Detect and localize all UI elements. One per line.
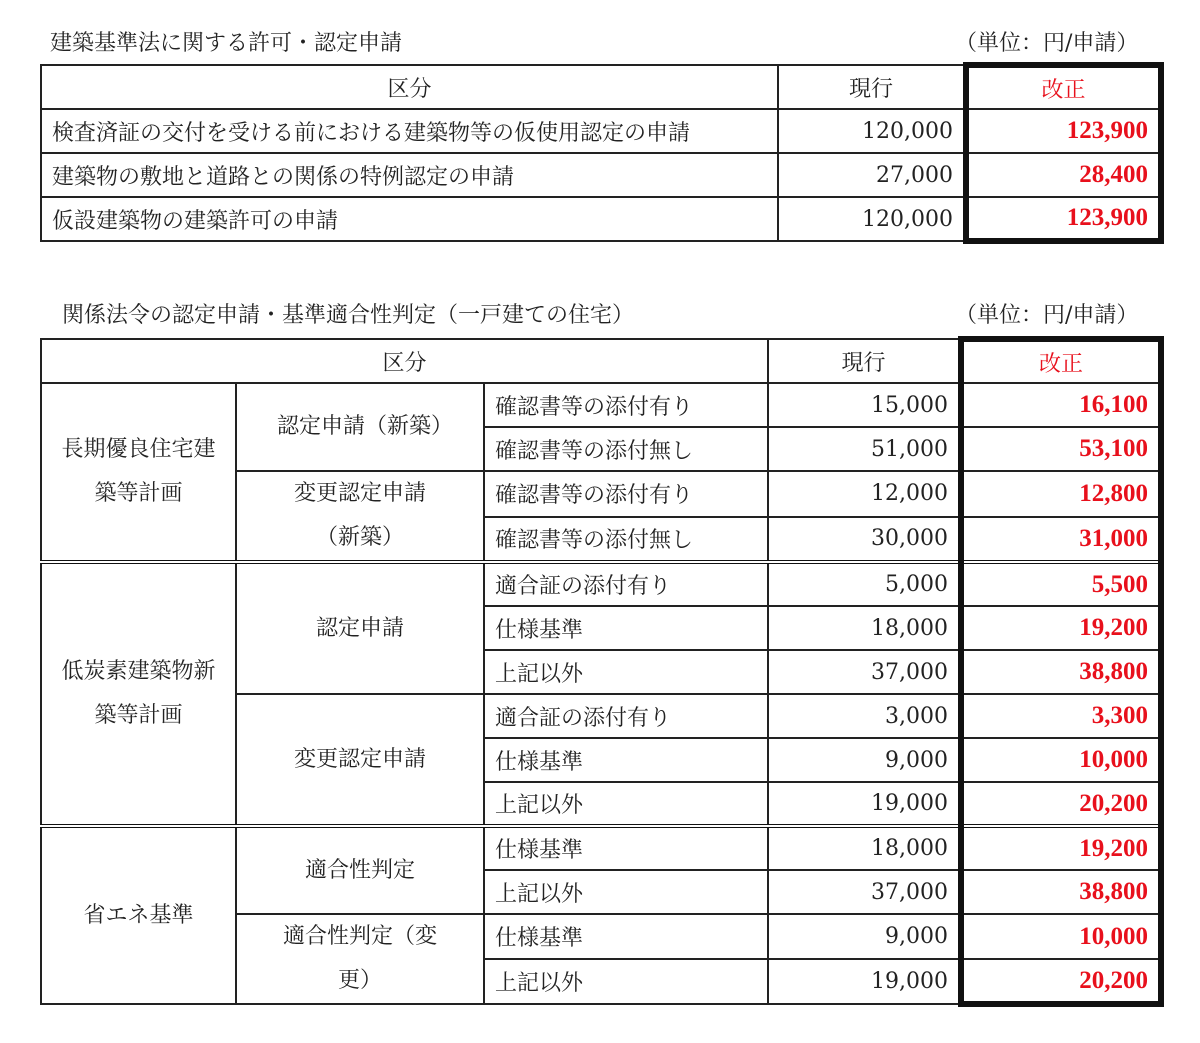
table1-unit: （単位：円/申請） xyxy=(955,31,1139,56)
group-label: 低炭素建築物新築等計画 xyxy=(41,562,236,826)
row-label: 仕様基準 xyxy=(484,738,768,782)
row-label: 確認書等の添付無し xyxy=(484,427,768,471)
current-fee: 19,000 xyxy=(768,782,961,826)
current-fee: 37,000 xyxy=(768,870,961,914)
revised-fee: 19,200 xyxy=(961,826,1161,870)
row-label: 仕様基準 xyxy=(484,914,768,959)
current-fee: 19,000 xyxy=(768,959,961,1004)
permit-fee-table xyxy=(40,62,1164,244)
revised-fee: 38,800 xyxy=(961,870,1161,914)
current-fee: 15,000 xyxy=(768,383,961,427)
table-row xyxy=(41,153,1161,197)
row-label: 上記以外 xyxy=(484,782,768,826)
table-row xyxy=(41,562,1161,606)
subgroup-label: 適合性判定 xyxy=(236,826,484,914)
revised-fee: 5,500 xyxy=(961,562,1161,606)
header-current: 現行 xyxy=(778,65,966,109)
table1-title: 建築基準法に関する許可・認定申請 xyxy=(50,31,403,56)
table-row xyxy=(41,826,1161,870)
revised-fee: 12,800 xyxy=(961,471,1161,517)
row-label: 仕様基準 xyxy=(484,826,768,870)
row-label: 確認書等の添付無し xyxy=(484,517,768,563)
current-fee: 120,000 xyxy=(778,197,966,241)
revised-fee: 38,800 xyxy=(961,650,1161,694)
current-fee: 51,000 xyxy=(768,427,961,471)
row-label: 仕様基準 xyxy=(484,606,768,650)
table-row xyxy=(41,383,1161,427)
current-fee: 18,000 xyxy=(768,606,961,650)
row-label: 仮設建築物の建築許可の申請 xyxy=(41,197,778,241)
row-label: 上記以外 xyxy=(484,959,768,1004)
revised-fee: 20,200 xyxy=(961,959,1161,1004)
subgroup-label: 変更認定申請 xyxy=(236,694,484,826)
row-label: 適合証の添付有り xyxy=(484,694,768,738)
current-fee: 37,000 xyxy=(768,650,961,694)
row-label: 確認書等の添付有り xyxy=(484,383,768,427)
current-fee: 5,000 xyxy=(768,562,961,606)
current-fee: 3,000 xyxy=(768,694,961,738)
header-revised: 改正 xyxy=(961,339,1161,383)
header-row xyxy=(41,339,1161,383)
row-label: 確認書等の添付有り xyxy=(484,471,768,517)
revised-fee: 16,100 xyxy=(961,383,1161,427)
current-fee: 18,000 xyxy=(768,826,961,870)
table-row xyxy=(41,197,1161,241)
header-row xyxy=(41,65,1161,109)
revised-fee: 19,200 xyxy=(961,606,1161,650)
revised-fee: 10,000 xyxy=(961,738,1161,782)
table2-unit: （単位：円/申請） xyxy=(955,303,1139,328)
revised-fee: 20,200 xyxy=(961,782,1161,826)
row-label: 検査済証の交付を受ける前における建築物等の仮使用認定の申請 xyxy=(41,109,778,153)
current-fee: 9,000 xyxy=(768,914,961,959)
table2-title: 関係法令の認定申請・基準適合性判定（一戸建ての住宅） xyxy=(62,303,635,328)
table-row xyxy=(41,109,1161,153)
certification-fee-table xyxy=(40,336,1164,1007)
current-fee: 120,000 xyxy=(778,109,966,153)
current-fee: 12,000 xyxy=(768,471,961,517)
header-category: 区分 xyxy=(41,65,778,109)
revised-fee: 123,900 xyxy=(966,109,1161,153)
current-fee: 27,000 xyxy=(778,153,966,197)
header-category: 区分 xyxy=(41,339,768,383)
row-label: 上記以外 xyxy=(484,650,768,694)
subgroup-label: 認定申請 xyxy=(236,562,484,694)
current-fee: 30,000 xyxy=(768,517,961,563)
header-current: 現行 xyxy=(768,339,961,383)
subgroup-label: 認定申請（新築） xyxy=(236,383,484,471)
subgroup-label: 適合性判定（変更） xyxy=(236,914,484,1004)
group-label: 長期優良住宅建築等計画 xyxy=(41,383,236,562)
revised-fee: 31,000 xyxy=(961,517,1161,563)
revised-fee: 10,000 xyxy=(961,914,1161,959)
revised-fee: 28,400 xyxy=(966,153,1161,197)
revised-fee: 3,300 xyxy=(961,694,1161,738)
header-revised: 改正 xyxy=(966,65,1161,109)
row-label: 適合証の添付有り xyxy=(484,562,768,606)
row-label: 上記以外 xyxy=(484,870,768,914)
row-label: 建築物の敷地と道路との関係の特例認定の申請 xyxy=(41,153,778,197)
revised-fee: 53,100 xyxy=(961,427,1161,471)
group-label: 省エネ基準 xyxy=(41,826,236,1004)
revised-fee: 123,900 xyxy=(966,197,1161,241)
subgroup-label: 変更認定申請（新築） xyxy=(236,471,484,562)
current-fee: 9,000 xyxy=(768,738,961,782)
